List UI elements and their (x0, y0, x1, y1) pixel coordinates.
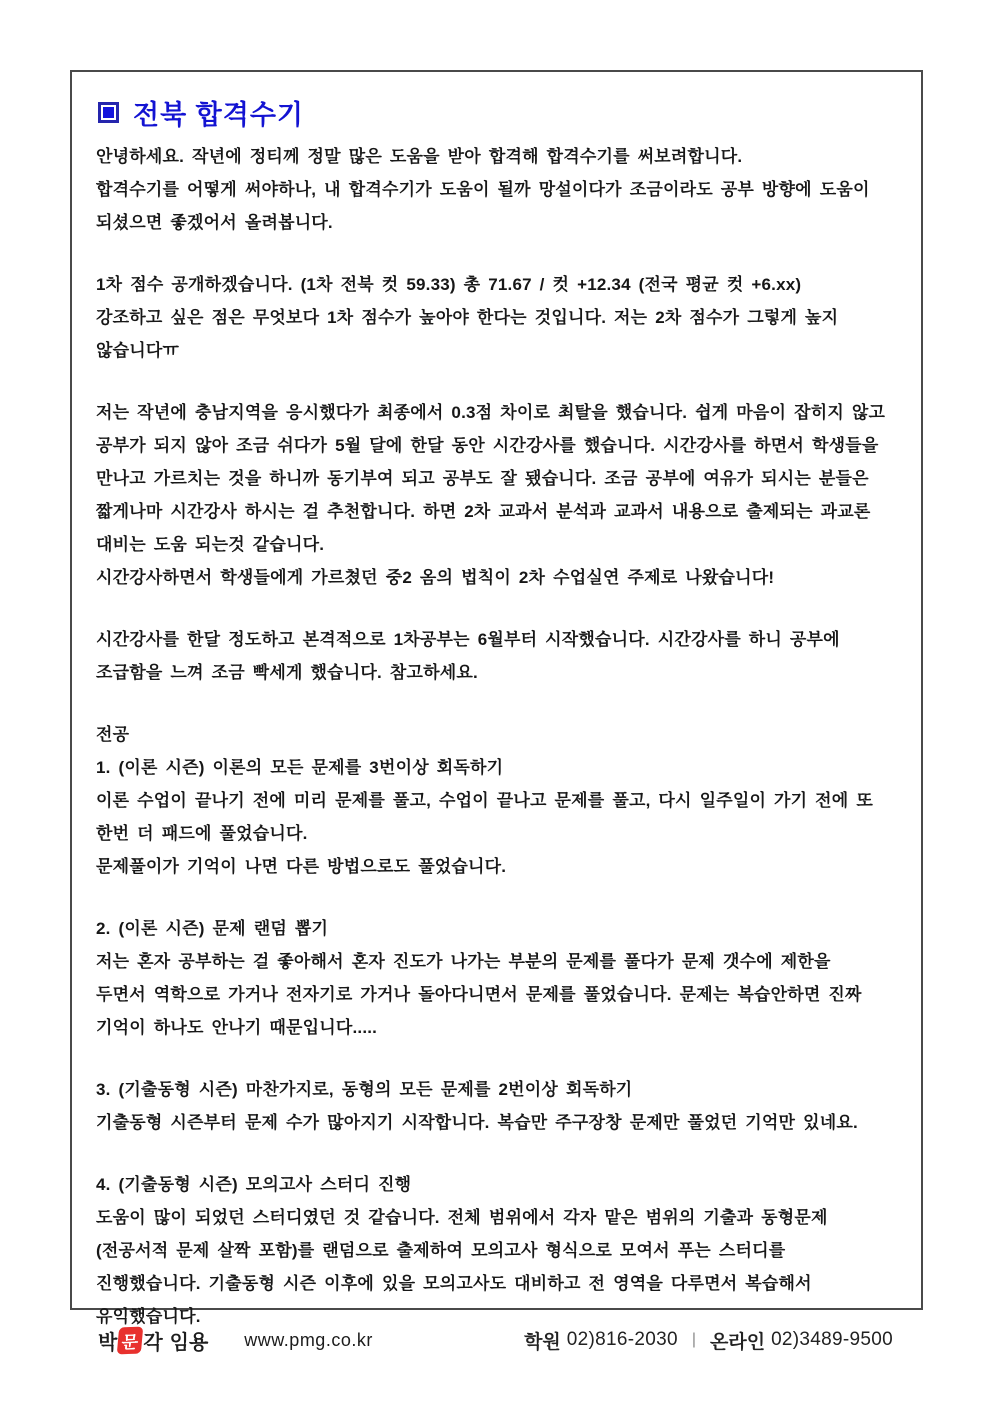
text-line: 이론 수업이 끝나기 전에 미리 문제를 풀고, 수업이 끝나고 문제를 풀고, 다시 일주일이 가기 전에 또 (96, 791, 873, 810)
text-line: 2. (이론 시즌) 문제 랜덤 뽑기 (96, 919, 329, 938)
paragraph-greeting (96, 140, 897, 239)
text-line: 저는 작년에 충남지역을 응시했다가 최종에서 0.3점 차이로 최탈을 했습니다. 쉽게 마음이 잡히지 않고 (96, 403, 886, 422)
text-line: 되셨으면 좋겠어서 올려봅니다. (96, 213, 333, 232)
text-line: 합격수기를 어떻게 써야하나, 내 합격수기가 도움이 될까 망설이다가 조금이라도 공부 방향에 도움이 (96, 180, 870, 199)
content-border-box (70, 70, 923, 1326)
text-line: 1차 점수 공개하겠습니다. (1차 전북 컷 59.33) 총 71.67 / 컷 +12.34 (전국 평균 컷 +6.xx) (96, 275, 802, 294)
contact-info (524, 1327, 893, 1354)
text-line: 시간강사하면서 학생들에게 가르쳤던 중2 옴의 법칙이 2차 수업실연 주제로 나왔습니다! (96, 568, 775, 587)
text-line: 1. (이론 시즌) 이론의 모든 문제를 3번이상 회독하기 (96, 758, 504, 777)
text-line: 공부가 되지 않아 조금 쉬다가 5월 달에 한달 동안 시간강사를 했습니다. 시간강사를 하면서 학생들을 (96, 436, 879, 455)
pmg-logo (98, 1326, 208, 1355)
paragraph-study-start (96, 623, 897, 689)
text-line: 유익했습니다. (96, 1307, 201, 1326)
text-line: 전공 (96, 725, 130, 744)
text-line: 한번 더 패드에 풀었습니다. (96, 824, 308, 843)
text-line: 조급함을 느껴 조금 빡세게 했습니다. 참고하세요. (96, 663, 478, 682)
text-line: 않습니다ㅠ (96, 341, 180, 360)
square-bullet-icon (98, 102, 119, 123)
logo-red-box: 문 (117, 1326, 143, 1354)
text-line: 안녕하세요. 작년에 정티께 정말 많은 도움을 받아 합격해 합격수기를 써보려합니다. (96, 147, 743, 166)
section-title (98, 94, 897, 130)
text-line: 4. (기출동형 시즌) 모의고사 스터디 진행 (96, 1175, 412, 1194)
paragraph-lecturer-experience (96, 396, 897, 594)
website-url: www.pmg.co.kr (244, 1329, 373, 1350)
academy-label: 학원 (524, 1331, 561, 1353)
text-line: 저는 혼자 공부하는 걸 좋아해서 혼자 진도가 나가는 부분의 문제를 풀다가 문제 갯수에 제한을 (96, 952, 831, 971)
text-line: 기출동형 시즌부터 문제 수가 많아지기 시작합니다. 복습만 주구장창 문제만 풀었던 기억만 있네요. (96, 1113, 858, 1132)
text-line: (전공서적 문제 살짝 포함)를 랜덤으로 출제하여 모의고사 형식으로 모여서 푸는 스터디를 (96, 1241, 786, 1260)
paragraph-tip-4 (96, 1168, 897, 1333)
footer-divider: | (691, 1331, 696, 1348)
text-line: 대비는 도움 되는것 같습니다. (96, 535, 325, 554)
logo-text-part1: 박 (98, 1331, 118, 1354)
online-phone: 02)3489-9500 (771, 1329, 893, 1350)
paragraph-tip-2 (96, 912, 897, 1044)
logo-text-part3: 임용 (169, 1331, 209, 1354)
text-line: 짧게나마 시간강사 하시는 걸 추천합니다. 하면 2차 교과서 분석과 교과서 내용으로 출제되는 과교론 (96, 502, 871, 521)
square-bullet-inner (103, 107, 114, 118)
text-line: 진행했습니다. 기출동형 시즌 이후에 있을 모의고사도 대비하고 전 영역을 다루면서 복습해서 (96, 1274, 812, 1293)
academy-phone: 02)816-2030 (566, 1329, 678, 1350)
text-line: 3. (기출동형 시즌) 마찬가지로, 동형의 모든 문제를 2번이상 회독하기 (96, 1080, 633, 1099)
page-title: 전북 합격수기 (133, 99, 304, 130)
text-line: 도움이 많이 되었던 스터디였던 것 같습니다. 전체 범위에서 각자 맡은 범위의 기출과 동형문제 (96, 1208, 828, 1227)
text-line: 두면서 역학으로 가거나 전자기로 가거나 돌아다니면서 문제를 풀었습니다. 문제는 복습안하면 진짜 (96, 985, 862, 1004)
text-line: 문제풀이가 기억이 나면 다른 방법으로도 풀었습니다. (96, 857, 507, 876)
text-line: 강조하고 싶은 점은 무엇보다 1차 점수가 높아야 한다는 것입니다. 저는 2차 점수가 그렇게 높지 (96, 308, 839, 327)
text-line: 시간강사를 한달 정도하고 본격적으로 1차공부는 6월부터 시작했습니다. 시간강사를 하니 공부에 (96, 630, 840, 649)
text-line: 기억이 하나도 안나기 때문입니다..... (96, 1018, 378, 1037)
footer-left (98, 1326, 373, 1355)
paragraph-tip-3 (96, 1073, 897, 1139)
paragraph-first-round-scores (96, 268, 897, 367)
text-line: 만나고 가르치는 것을 하니까 동기부여 되고 공부도 잘 됐습니다. 조금 공부에 여유가 되시는 분들은 (96, 469, 869, 488)
page-footer (70, 1318, 923, 1362)
online-label: 온라인 (710, 1331, 766, 1353)
major-heading (96, 718, 897, 751)
logo-text-part2: 각 (143, 1331, 163, 1354)
paragraph-tip-1 (96, 751, 897, 883)
